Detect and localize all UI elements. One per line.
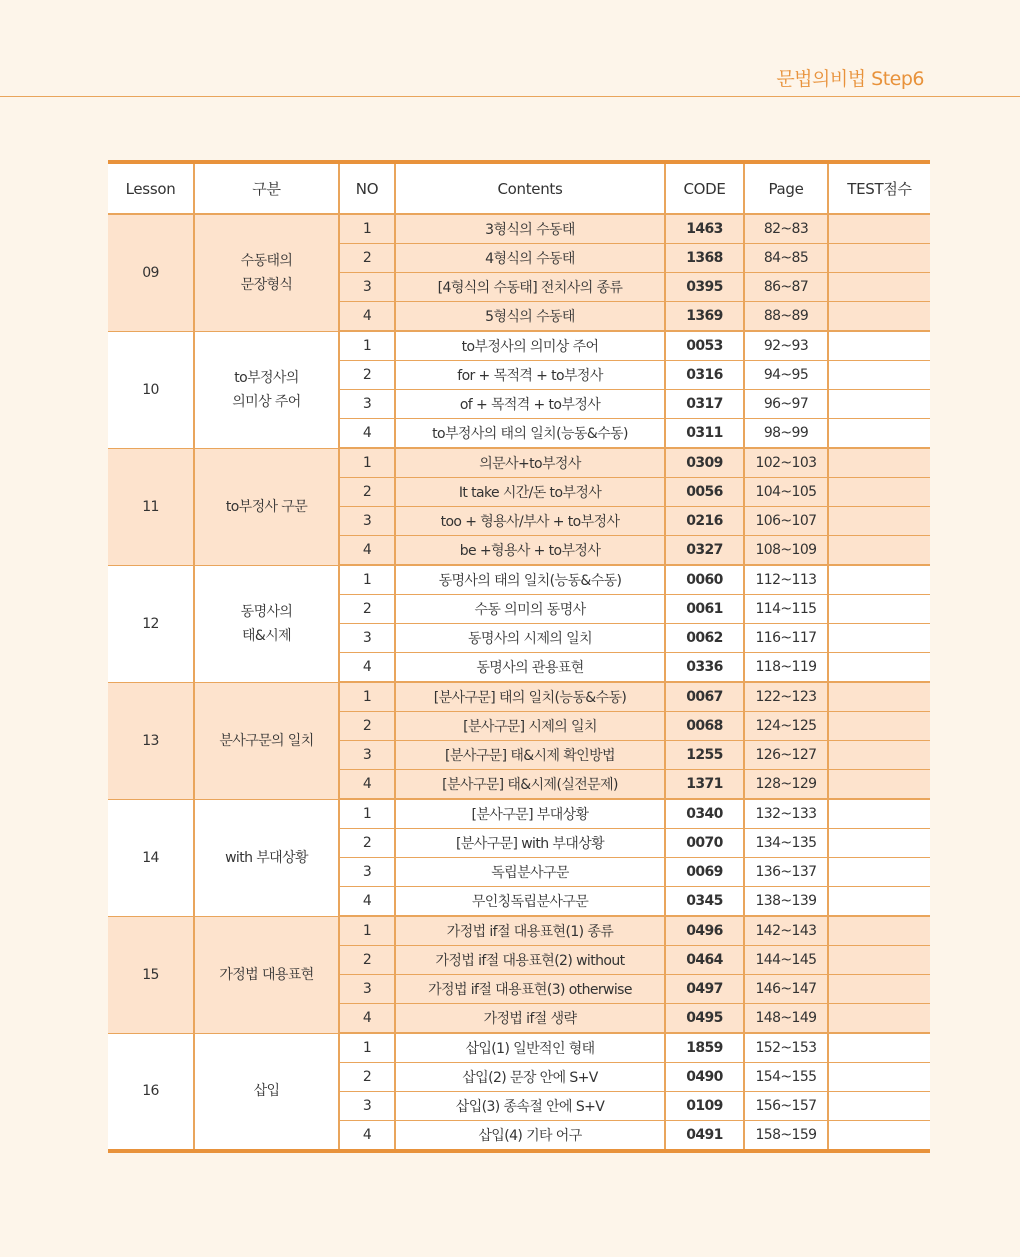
row-page: 108~109	[744, 536, 828, 566]
row-test-score	[828, 361, 930, 390]
header-divider	[0, 96, 1020, 97]
row-contents: 삽입(1) 일반적인 형태	[395, 1033, 665, 1063]
row-code: 0317	[665, 390, 744, 419]
row-code: 0067	[665, 682, 744, 712]
row-page: 102~103	[744, 448, 828, 478]
column-header-no: NO	[339, 162, 395, 214]
lesson-group	[108, 1033, 930, 1151]
row-page: 132~133	[744, 799, 828, 829]
row-number: 2	[339, 478, 395, 507]
row-test-score	[828, 507, 930, 536]
row-number: 2	[339, 712, 395, 741]
row-number: 4	[339, 1004, 395, 1034]
row-number: 3	[339, 1092, 395, 1121]
row-page: 96~97	[744, 390, 828, 419]
row-test-score	[828, 273, 930, 302]
table-row	[108, 448, 930, 478]
row-number: 3	[339, 507, 395, 536]
row-number: 4	[339, 1121, 395, 1152]
row-number: 1	[339, 1033, 395, 1063]
row-test-score	[828, 887, 930, 917]
category-line: 문장형식	[240, 276, 293, 293]
row-test-score	[828, 770, 930, 800]
row-number: 2	[339, 595, 395, 624]
row-code: 0309	[665, 448, 744, 478]
lesson-group	[108, 799, 930, 916]
row-page: 136~137	[744, 858, 828, 887]
row-page: 124~125	[744, 712, 828, 741]
row-contents: 삽입(4) 기타 어구	[395, 1121, 665, 1152]
lesson-category	[194, 214, 339, 331]
lesson-category	[194, 565, 339, 682]
lesson-category	[194, 331, 339, 448]
category-line: 가정법 대용표현	[219, 966, 314, 983]
row-contents: 3형식의 수동태	[395, 214, 665, 244]
column-header-category: 구분	[194, 162, 339, 214]
row-contents: [분사구문] with 부대상황	[395, 829, 665, 858]
row-test-score	[828, 244, 930, 273]
row-number: 2	[339, 946, 395, 975]
row-test-score	[828, 448, 930, 478]
row-number: 2	[339, 829, 395, 858]
column-header-contents: Contents	[395, 162, 665, 214]
category-line: 분사구문의 일치	[219, 732, 314, 749]
lesson-group	[108, 448, 930, 565]
row-page: 126~127	[744, 741, 828, 770]
row-contents: It take 시간/돈 to부정사	[395, 478, 665, 507]
row-number: 1	[339, 799, 395, 829]
row-page: 114~115	[744, 595, 828, 624]
row-page: 82~83	[744, 214, 828, 244]
row-test-score	[828, 653, 930, 683]
row-contents: 5형식의 수동태	[395, 302, 665, 332]
row-contents: 독립분사구문	[395, 858, 665, 887]
column-header-page: Page	[744, 162, 828, 214]
row-code: 0496	[665, 916, 744, 946]
row-page: 128~129	[744, 770, 828, 800]
row-number: 1	[339, 682, 395, 712]
row-code: 0053	[665, 331, 744, 361]
row-test-score	[828, 624, 930, 653]
lesson-number: 11	[108, 448, 194, 565]
row-page: 122~123	[744, 682, 828, 712]
row-contents: 의문사+to부정사	[395, 448, 665, 478]
row-test-score	[828, 331, 930, 361]
lesson-group	[108, 916, 930, 1033]
row-code: 0464	[665, 946, 744, 975]
lesson-number: 16	[108, 1033, 194, 1151]
row-number: 3	[339, 975, 395, 1004]
row-contents: [분사구문] 태&시제 확인방법	[395, 741, 665, 770]
row-test-score	[828, 741, 930, 770]
row-contents: [분사구문] 부대상황	[395, 799, 665, 829]
row-number: 1	[339, 565, 395, 595]
row-test-score	[828, 478, 930, 507]
row-page: 152~153	[744, 1033, 828, 1063]
row-test-score	[828, 536, 930, 566]
lesson-group	[108, 565, 930, 682]
row-page: 158~159	[744, 1121, 828, 1152]
lesson-category	[194, 916, 339, 1033]
category-line: 의미상 주어	[232, 393, 301, 410]
row-test-score	[828, 799, 930, 829]
row-contents: for + 목적격 + to부정사	[395, 361, 665, 390]
lesson-category	[194, 448, 339, 565]
row-test-score	[828, 1004, 930, 1034]
row-page: 104~105	[744, 478, 828, 507]
row-page: 86~87	[744, 273, 828, 302]
row-code: 0495	[665, 1004, 744, 1034]
row-test-score	[828, 946, 930, 975]
column-header-code: CODE	[665, 162, 744, 214]
row-contents: [분사구문] 태&시제(실전문제)	[395, 770, 665, 800]
row-page: 116~117	[744, 624, 828, 653]
row-number: 3	[339, 624, 395, 653]
row-code: 1368	[665, 244, 744, 273]
row-test-score	[828, 1121, 930, 1152]
row-test-score	[828, 975, 930, 1004]
category-line: 동명사의	[240, 603, 293, 620]
row-code: 0311	[665, 419, 744, 449]
row-test-score	[828, 595, 930, 624]
row-number: 3	[339, 390, 395, 419]
row-page: 98~99	[744, 419, 828, 449]
row-page: 146~147	[744, 975, 828, 1004]
row-code: 0490	[665, 1063, 744, 1092]
row-page: 142~143	[744, 916, 828, 946]
row-page: 84~85	[744, 244, 828, 273]
row-contents: [분사구문] 태의 일치(능동&수동)	[395, 682, 665, 712]
lesson-category	[194, 1033, 339, 1151]
row-number: 4	[339, 536, 395, 566]
row-code: 0062	[665, 624, 744, 653]
row-code: 0069	[665, 858, 744, 887]
row-contents: 삽입(3) 종속절 안에 S+V	[395, 1092, 665, 1121]
row-code: 1371	[665, 770, 744, 800]
table-row	[108, 565, 930, 595]
category-line: 삽입	[253, 1083, 280, 1100]
row-number: 3	[339, 858, 395, 887]
table-row	[108, 1033, 930, 1063]
lesson-number: 12	[108, 565, 194, 682]
table-row	[108, 214, 930, 244]
row-test-score	[828, 390, 930, 419]
column-header-test-score: TEST점수	[828, 162, 930, 214]
lesson-number: 15	[108, 916, 194, 1033]
row-page: 148~149	[744, 1004, 828, 1034]
row-code: 0060	[665, 565, 744, 595]
row-test-score	[828, 1063, 930, 1092]
row-number: 2	[339, 361, 395, 390]
row-contents: be +형용사 + to부정사	[395, 536, 665, 566]
category-line: to부정사의	[234, 369, 299, 386]
row-code: 0061	[665, 595, 744, 624]
row-number: 1	[339, 448, 395, 478]
row-contents: 가정법 if절 대용표현(2) without	[395, 946, 665, 975]
row-contents: [분사구문] 시제의 일치	[395, 712, 665, 741]
row-code: 0070	[665, 829, 744, 858]
lesson-number: 09	[108, 214, 194, 331]
lesson-group	[108, 214, 930, 331]
row-code: 0327	[665, 536, 744, 566]
row-test-score	[828, 214, 930, 244]
row-code: 0216	[665, 507, 744, 536]
row-contents: 수동 의미의 동명사	[395, 595, 665, 624]
row-number: 4	[339, 653, 395, 683]
row-number: 2	[339, 244, 395, 273]
row-number: 4	[339, 770, 395, 800]
row-test-score	[828, 712, 930, 741]
row-test-score	[828, 829, 930, 858]
lesson-number: 13	[108, 682, 194, 799]
category-line: with 부대상황	[225, 849, 308, 866]
row-contents: 삽입(2) 문장 안에 S+V	[395, 1063, 665, 1092]
row-number: 3	[339, 741, 395, 770]
row-code: 0491	[665, 1121, 744, 1152]
row-page: 88~89	[744, 302, 828, 332]
row-contents: 동명사의 태의 일치(능동&수동)	[395, 565, 665, 595]
page-header-title: 문법의비법 Step6	[776, 68, 924, 90]
row-contents: 동명사의 관용표현	[395, 653, 665, 683]
row-code: 0340	[665, 799, 744, 829]
row-test-score	[828, 302, 930, 332]
row-page: 138~139	[744, 887, 828, 917]
column-header-lesson: Lesson	[108, 162, 194, 214]
lesson-category	[194, 682, 339, 799]
row-contents: 동명사의 시제의 일치	[395, 624, 665, 653]
row-code: 1255	[665, 741, 744, 770]
row-test-score	[828, 565, 930, 595]
row-test-score	[828, 682, 930, 712]
row-number: 2	[339, 1063, 395, 1092]
row-contents: to부정사의 의미상 주어	[395, 331, 665, 361]
row-code: 1859	[665, 1033, 744, 1063]
row-number: 1	[339, 331, 395, 361]
row-contents: 가정법 if절 생략	[395, 1004, 665, 1034]
row-test-score	[828, 419, 930, 449]
category-line: 태&시제	[241, 627, 292, 644]
row-page: 156~157	[744, 1092, 828, 1121]
row-page: 112~113	[744, 565, 828, 595]
row-test-score	[828, 1092, 930, 1121]
row-code: 0109	[665, 1092, 744, 1121]
row-contents: 가정법 if절 대용표현(3) otherwise	[395, 975, 665, 1004]
row-contents: 무인칭독립분사구문	[395, 887, 665, 917]
lesson-number: 10	[108, 331, 194, 448]
lesson-category	[194, 799, 339, 916]
lesson-table	[108, 160, 930, 1153]
row-number: 4	[339, 887, 395, 917]
row-test-score	[828, 1033, 930, 1063]
table-header-row	[108, 162, 930, 214]
row-contents: [4형식의 수동태] 전치사의 종류	[395, 273, 665, 302]
row-code: 0497	[665, 975, 744, 1004]
category-line: 수동태의	[240, 252, 293, 269]
row-code: 1463	[665, 214, 744, 244]
row-test-score	[828, 858, 930, 887]
row-contents: 4형식의 수동태	[395, 244, 665, 273]
row-page: 94~95	[744, 361, 828, 390]
row-number: 4	[339, 419, 395, 449]
row-code: 0336	[665, 653, 744, 683]
row-page: 154~155	[744, 1063, 828, 1092]
row-contents: of + 목적격 + to부정사	[395, 390, 665, 419]
row-code: 1369	[665, 302, 744, 332]
table-row	[108, 331, 930, 361]
row-number: 4	[339, 302, 395, 332]
lesson-group	[108, 682, 930, 799]
row-test-score	[828, 916, 930, 946]
table-row	[108, 916, 930, 946]
row-contents: 가정법 if절 대용표현(1) 종류	[395, 916, 665, 946]
row-page: 144~145	[744, 946, 828, 975]
row-code: 0345	[665, 887, 744, 917]
table-row	[108, 799, 930, 829]
row-code: 0316	[665, 361, 744, 390]
row-page: 92~93	[744, 331, 828, 361]
lesson-number: 14	[108, 799, 194, 916]
table-row	[108, 682, 930, 712]
row-code: 0395	[665, 273, 744, 302]
row-contents: too + 형용사/부사 + to부정사	[395, 507, 665, 536]
row-number: 3	[339, 273, 395, 302]
row-code: 0068	[665, 712, 744, 741]
row-page: 134~135	[744, 829, 828, 858]
category-line: to부정사 구문	[225, 498, 308, 515]
row-page: 106~107	[744, 507, 828, 536]
lesson-group	[108, 331, 930, 448]
row-number: 1	[339, 214, 395, 244]
row-page: 118~119	[744, 653, 828, 683]
row-number: 1	[339, 916, 395, 946]
row-code: 0056	[665, 478, 744, 507]
row-contents: to부정사의 태의 일치(능동&수동)	[395, 419, 665, 449]
